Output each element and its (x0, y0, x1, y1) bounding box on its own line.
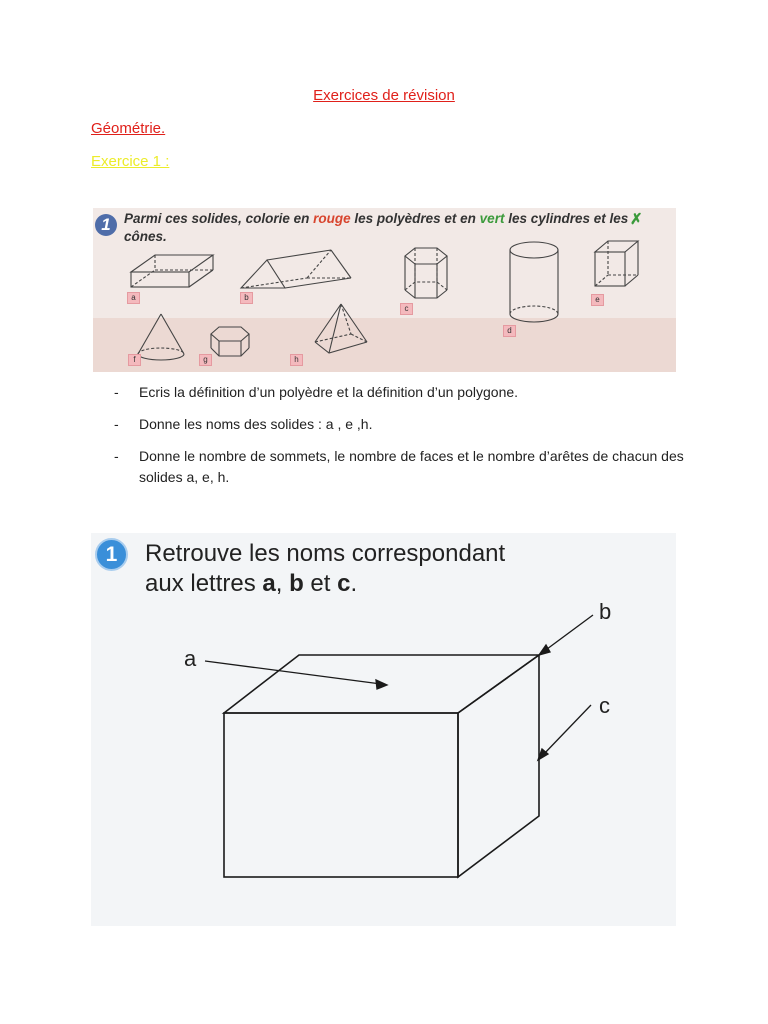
cube-instruction: Retrouve les noms correspondant aux lettres a, b et c. (145, 540, 506, 597)
label-e: e (591, 294, 604, 306)
label-c: c (400, 303, 413, 315)
solid-a-prism (131, 255, 213, 287)
solid-b-triangular-prism (241, 250, 351, 288)
solid-e-cube (595, 241, 638, 286)
question-list (114, 382, 694, 499)
solids-instruction: Parmi ces solides, colorie en rouge les polyèdres et en vert les cylindres et les cônes. (124, 211, 629, 244)
check-mark-icon: ✗ (630, 211, 643, 228)
document-title: Exercices de révision (313, 87, 455, 104)
exercise-title: Exercice 1 : (91, 153, 170, 170)
label-f: f (128, 354, 141, 366)
pointer-label-b: b (599, 599, 612, 624)
cube-side-face (458, 655, 539, 877)
label-b: b (240, 292, 253, 304)
exercise-number-badge: 1 (95, 538, 128, 571)
word-rouge: rouge (313, 211, 351, 226)
label-d: d (503, 325, 516, 337)
question-item: - Ecris la définition d’un polyèdre et la définition d’un polygone. (114, 384, 519, 400)
pointer-label-c: c (599, 693, 610, 718)
cube-front-face (224, 713, 458, 877)
question-item: - Donne le nombre de sommets, le nombre de faces et le nombre d’arêtes de chacun des solides a, e, h. (114, 448, 684, 485)
exercise-number-badge: 1 (95, 214, 117, 236)
pointer-label-a: a (184, 646, 197, 671)
section-title: Géométrie. (91, 120, 166, 137)
label-g: g (199, 354, 212, 366)
solid-d-cylinder (510, 242, 558, 322)
label-a: a (127, 292, 140, 304)
question-item: - Donne les noms des solides : a , e ,h. (114, 416, 373, 432)
solids-figure (93, 208, 676, 372)
word-vert: vert (479, 211, 505, 226)
cube-figure (91, 533, 676, 926)
solid-c-hexagonal-prism (405, 248, 447, 298)
label-h: h (290, 354, 303, 366)
